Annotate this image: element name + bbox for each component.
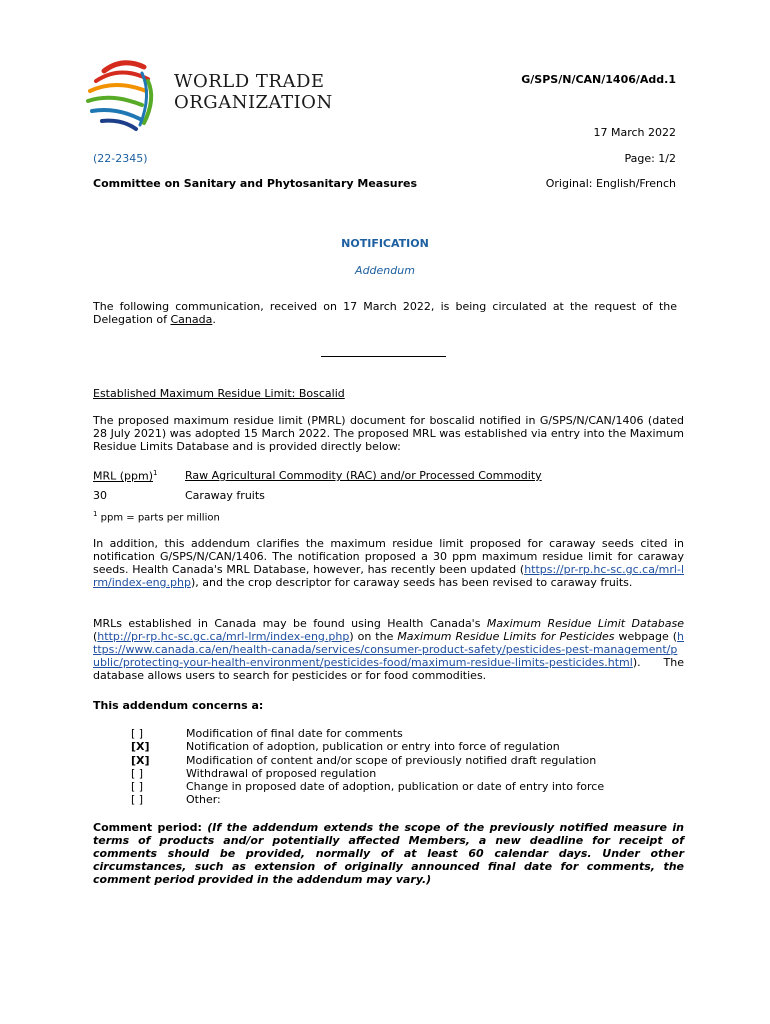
- org-name-line1: WORLD TRADE: [174, 71, 325, 92]
- concern-item: [93, 793, 693, 806]
- checkbox: [ ]: [131, 793, 144, 807]
- wto-logo: [82, 55, 342, 135]
- wto-emblem-icon: [82, 55, 160, 135]
- comment-period-text: (If the addendum extends the scope of the previously notified measure in terms of products and/or potentially affected Members, a new deadline for receipt of comments should be provided, normally of at least 60 calendar days. Under other circumstances, such as extension of originally announced final date for comments, the comment period provided in the addendum may vary.): [93, 821, 684, 886]
- committee-name: Committee on Sanitary and Phytosanitary Measures: [93, 177, 418, 190]
- checkbox: [ ]: [131, 780, 144, 794]
- checkbox-checked: [X]: [131, 753, 150, 767]
- page-info: Page: 1/2: [624, 152, 676, 165]
- mrl-database-link-2[interactable]: http://pr-rp.hc-sc.gc.ca/mrl-lrm/index-eng.php: [97, 630, 350, 643]
- ref-number: (22-2345): [93, 152, 148, 165]
- notification-heading: NOTIFICATION: [341, 237, 429, 250]
- intro-country: Canada: [170, 313, 213, 326]
- concern-item: [93, 754, 693, 767]
- separator-line: [321, 356, 446, 357]
- checkbox: [ ]: [131, 766, 144, 780]
- checkbox: [ ]: [131, 727, 144, 740]
- concern-label: Modification of content and/or scope of previously notified draft regulation: [186, 753, 597, 767]
- comment-period: [93, 821, 684, 886]
- doc-symbol: G/SPS/N/CAN/1406/Add.1: [521, 73, 676, 86]
- checkbox-checked: [X]: [131, 740, 150, 754]
- intro-end: .: [212, 313, 216, 326]
- mrl-col-header: MRL (ppm)$^1$: [93, 469, 158, 483]
- concern-label: Other:: [186, 793, 221, 807]
- org-name-line2: ORGANIZATION: [174, 92, 333, 113]
- canada-mrl-webpage-link[interactable]: https://www.canada.ca/en/health-canada/services/consumer-product-safety/pesticides-pest-management/public/protecting-your-health-environment/pesticides-food/maximum-residue-limits-pesticides.html: [93, 630, 684, 669]
- concerns-list: [93, 727, 693, 807]
- paragraph-3: MRLs established in Canada may be found using Health Canada's Maximum Residue Limit Database (http://pr-rp.hc-sc.gc.ca/mrl-lrm/index-eng.php) on the Maximum Residue Limits for Pesticides webpage (https://www.canada.ca/en/health-canada/services/consumer-product-safety/pesticides-pest-management/public/protecting-your-health-environment/pesticides-food/maximum-residue-limits-pesticides.html). The database allows users to search for pesticides or for food commodities.: [93, 617, 684, 682]
- mrl-database-link[interactable]: https://pr-rp.hc-sc.gc.ca/mrl-lrm/index-eng.php: [93, 563, 684, 589]
- section-paragraph-1: The proposed maximum residue limit (PMRL) document for boscalid notified in G/SPS/N/CAN/1406 (dated 28 July 2021) was adopted 15 March 2022. The proposed MRL was established via entry into the Maximum Residue Limits Database and is provided directly below:: [93, 414, 684, 453]
- intro-paragraph: [93, 300, 677, 326]
- concern-item: [93, 767, 693, 780]
- concern-label: Change in proposed date of adoption, publication or date of entry into force: [186, 780, 605, 794]
- footnote: $^1$ ppm = parts per million: [93, 510, 220, 524]
- commodity-value: Caraway fruits: [185, 489, 265, 502]
- concern-label: Withdrawal of proposed regulation: [186, 766, 377, 780]
- original-language: Original: English/French: [545, 177, 676, 190]
- section-heading: Established Maximum Residue Limit: Boscalid: [93, 387, 345, 400]
- concern-label: Notification of adoption, publication or entry into force of regulation: [186, 740, 560, 754]
- concern-item: [93, 780, 693, 793]
- doc-date: 17 March 2022: [593, 126, 676, 139]
- concern-item: [93, 727, 693, 740]
- intro-text: The following communication, received on 17 March 2022, is being circulated at the request of the Delegation of: [93, 300, 677, 326]
- concern-item: [93, 740, 693, 753]
- footnote-ref: 1: [153, 469, 158, 477]
- mrl-value: 30: [93, 489, 107, 502]
- paragraph-2: In addition, this addendum clarifies the maximum residue limit proposed for caraway seeds cited in notification G/SPS/N/CAN/1406. The notification proposed a 30 ppm maximum residue limit for caraway seeds. Health Canada's MRL Database, however, has recently been updated (https://pr-rp.hc-sc.gc.ca/mrl-lrm/index-eng.php), and the crop descriptor for caraway seeds has been revised to caraway fruits.: [93, 537, 684, 589]
- concerns-heading: This addendum concerns a:: [93, 699, 264, 712]
- commodity-col-header: Raw Agricultural Commodity (RAC) and/or Processed Commodity: [185, 469, 542, 482]
- comment-period-label: Comment period:: [93, 821, 202, 834]
- concern-label: Modification of final date for comments: [186, 727, 403, 740]
- addendum-subheading: Addendum: [355, 264, 415, 277]
